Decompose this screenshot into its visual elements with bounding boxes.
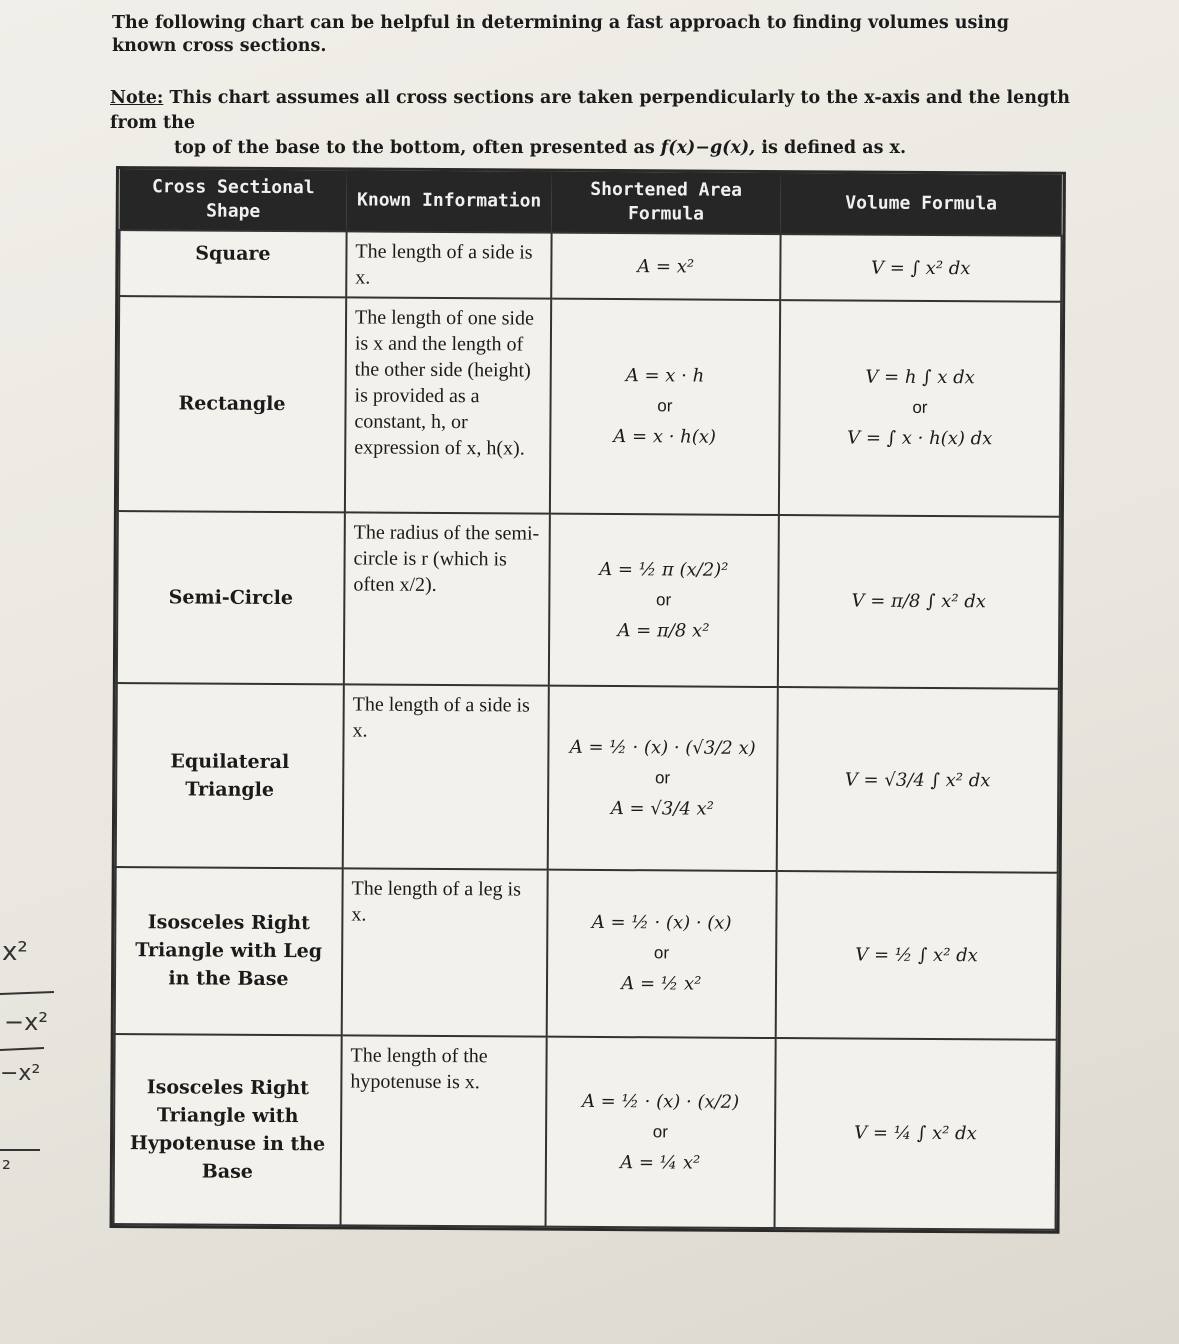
- volume-cell: [774, 1038, 1056, 1230]
- intro-text: The following chart can be helpful in determining a fast approach to finding volumes using known cross sections.: [112, 13, 1009, 56]
- volume-cell: [775, 871, 1057, 1039]
- area-cell: [550, 299, 780, 515]
- shape-cell: Rectangle: [118, 296, 346, 512]
- area-formula: A = x²: [637, 255, 695, 278]
- volume-cell: [778, 515, 1060, 689]
- margin-note: −x²: [4, 1008, 48, 1036]
- margin-line: [0, 1048, 44, 1050]
- header-row: [120, 169, 1062, 236]
- area-cell: [549, 513, 779, 687]
- area-formula: A = ½ x²: [621, 973, 702, 995]
- volume-formula: V = √3/4 ∫ x² dx: [844, 769, 991, 791]
- margin-note: ²: [2, 1157, 11, 1180]
- area-cell: [545, 1036, 775, 1228]
- area-formula: A = √3/4 x²: [610, 798, 714, 820]
- area-cell: [551, 233, 780, 301]
- volume-formula: V = π/8 ∫ x² dx: [851, 590, 987, 613]
- info-cell: The length of a side is x.: [346, 231, 551, 298]
- or-label: or: [656, 590, 672, 610]
- volume-cell: [779, 300, 1062, 516]
- header-info: Known Information: [347, 170, 552, 232]
- or-label: or: [654, 768, 671, 788]
- volume-formula: V = ∫ x · h(x) dx: [847, 427, 993, 450]
- volume-formula: V = ∫ x² dx: [871, 257, 971, 279]
- shape-cell: Isosceles Right Triangle with Leg in the Base: [115, 867, 343, 1035]
- area-cell: [548, 686, 778, 872]
- volume-formula: V = ¼ ∫ x² dx: [854, 1122, 977, 1145]
- or-label: or: [652, 1122, 669, 1142]
- volume-cell: [780, 234, 1062, 302]
- or-label: or: [657, 396, 673, 416]
- info-cell: The length of one side is x and the length of the other side (height) is provided as a constant, h, or expression of x, h(x).: [345, 298, 551, 514]
- info-cell: The length of a leg is x.: [342, 869, 548, 1037]
- note-line-2: [110, 136, 1070, 161]
- note-text-c: is defined as x.: [761, 138, 907, 158]
- header-area: Shortened Area Formula: [551, 172, 780, 234]
- area-formula: A = ½ π (x/2)²: [599, 558, 729, 581]
- area-formula: A = ½ · (x) · (x): [591, 912, 732, 935]
- note-label: Note:: [110, 88, 164, 108]
- area-formula: A = x · h(x): [613, 426, 717, 448]
- note-expression: f(x)−g(x),: [660, 138, 756, 158]
- or-label: or: [912, 398, 928, 418]
- margin-line: [0, 992, 54, 994]
- volume-formula: V = h ∫ x dx: [865, 366, 975, 389]
- shape-cell: Square: [119, 230, 346, 298]
- margin-note: x²: [2, 937, 28, 967]
- table-row: [117, 511, 1060, 689]
- info-cell: The length of a side is x.: [343, 684, 549, 870]
- note-text-a: This chart assumes all cross sections are taken perpendicularly to the x-axis and the length from the: [110, 88, 1071, 133]
- area-formula: A = π/8 x²: [617, 619, 710, 642]
- header-shape: Cross Sectional Shape: [120, 169, 347, 231]
- header-volume: Volume Formula: [780, 173, 1062, 236]
- volume-cell: [776, 687, 1058, 873]
- shape-cell: Isosceles Right Triangle with Hypotenuse in the Base: [114, 1034, 342, 1226]
- info-cell: The radius of the semi-circle is r (which is often x/2).: [344, 512, 550, 686]
- note-text-b: top of the base to the bottom, often presented as: [174, 138, 655, 158]
- handwritten-margin-notes: [0, 920, 80, 1180]
- info-cell: The length of the hypotenuse is x.: [340, 1035, 546, 1227]
- table-row: [114, 1034, 1057, 1230]
- table-row: [116, 683, 1059, 873]
- note-paragraph: [110, 86, 1070, 161]
- area-formula: A = x · h: [625, 365, 705, 387]
- shape-cell: Semi-Circle: [117, 511, 345, 685]
- table-row: [118, 296, 1061, 516]
- area-formula: A = ¼ x²: [620, 1151, 701, 1174]
- area-formula: A = ½ · (x) · (√3/2 x): [569, 736, 756, 759]
- area-cell: [547, 870, 777, 1038]
- or-label: or: [653, 943, 670, 963]
- shape-cell: Equilateral Triangle: [116, 683, 344, 869]
- cross-section-table: [110, 166, 1066, 1234]
- table-row: [115, 867, 1058, 1039]
- volume-formula: V = ½ ∫ x² dx: [855, 944, 978, 967]
- table-row: [119, 230, 1061, 302]
- margin-note: −x²: [0, 1061, 41, 1086]
- area-formula: A = ½ · (x) · (x/2): [581, 1090, 740, 1113]
